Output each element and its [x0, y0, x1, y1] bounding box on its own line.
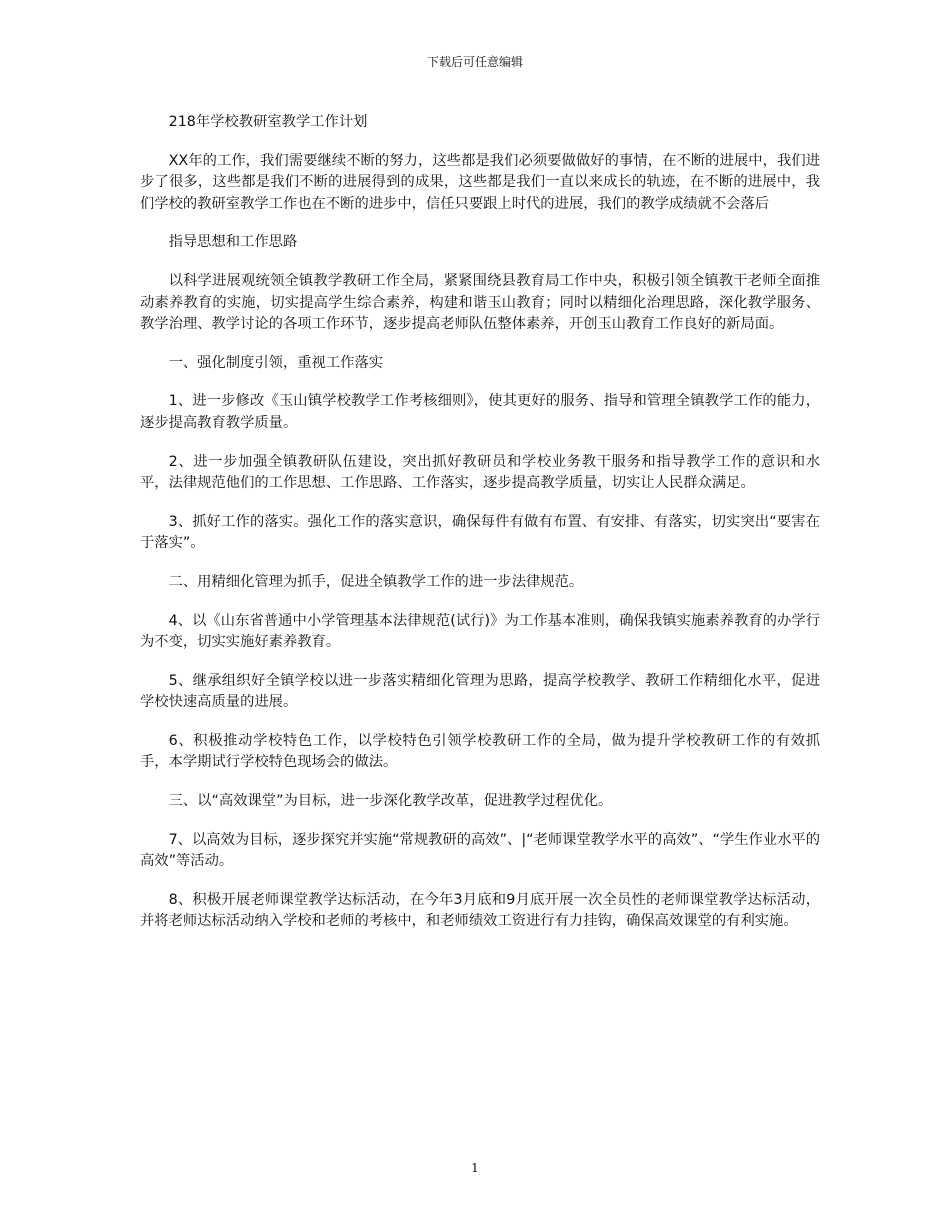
list-item-8: 8、积极开展老师课堂教学达标活动，在今年3月底和9月底开展一次全员性的老师课堂教学达标活动，并将老师达标活动纳入学校和老师的考核中，和老师绩效工资进行有力挂钩，确保高效课堂的有利实施。 [140, 891, 820, 930]
section-heading-one: 一、强化制度引领，重视工作落实 [168, 354, 384, 371]
list-item-3: 3、抓好工作的落实。强化工作的落实意识，确保每件有做有布置、有安排、有落实，切实突出“要害在于落实”。 [140, 513, 820, 552]
document-body [140, 112, 820, 950]
section-heading-two: 二、用精细化管理为抓手，促进全镇教学工作的进一步法律规范。 [168, 573, 584, 590]
section-heading-three: 三、以“高效课堂”为目标，进一步深化教学改革，促进教学过程优化。 [168, 793, 613, 810]
list-item-1: 1、进一步修改《玉山镇学校教学工作考核细则》，使其更好的服务、指导和管理全镇教学工作的能力，逐步提高教育教学质量。 [140, 393, 820, 431]
paragraph-guiding-ideas: 以科学进展观统领全镇教学教研工作全局，紧紧围绕县教育局工作中央，积极引领全镇教干老师全面推动素养教育的实施，切实提高学生综合素养，构建和谐玉山教育；同时以精细化治理思路，深化教学服务、教学治理、教学讨论的各项工作环节，逐步提高老师队伍整体素养，开创玉山教育工作良好的新局面。 [140, 272, 820, 333]
page-header: 下载后可任意编辑 [426, 55, 523, 69]
list-item-4: 4、以《山东省普通中小学管理基本法律规范(试行)》为工作基本准则，确保我镇实施素养教育的办学行为不变，切实实施好素养教育。 [140, 612, 820, 651]
paragraph-intro: XX年的工作，我们需要继续不断的努力，这些都是我们必须要做做好的事情，在不断的进展中，我们进步了很多，这些都是我们不断的进展得到的成果，这些都是我们一直以来成长的轨迹，在不断的进展中，我们学校的教研室教学工作也在不断的进步中，信任只要跟上时代的进展，我们的教学成绩就不会落后 [140, 152, 820, 212]
page-number: 1 [471, 1161, 479, 1175]
list-item-5: 5、继承组织好全镇学校以进一步落实精细化管理为思路，提高学校教学、教研工作精细化水平，促进学校快速高质量的进展。 [140, 672, 820, 711]
list-item-6: 6、积极推动学校特色工作，以学校特色引领学校教研工作的全局，做为提升学校教研工作的有效抓手，本学期试行学校特色现场会的做法。 [140, 732, 820, 771]
list-item-2: 2、进一步加强全镇教研队伍建设，突出抓好教研员和学校业务教干服务和指导教学工作的意识和水平，法律规范他们的工作思想、工作思路、工作落实，逐步提高教学质量，切实让人民群众满足。 [140, 453, 820, 492]
section-heading-guiding-ideas: 指导思想和工作思路 [168, 234, 298, 251]
list-item-7: 7、以高效为目标，逐步探究并实施“常规教研的高效”、|“老师课堂教学水平的高效”、“学生作业水平的高效”等活动。 [140, 831, 821, 870]
document-title: 218年学校教研室教学工作计划 [168, 114, 368, 130]
